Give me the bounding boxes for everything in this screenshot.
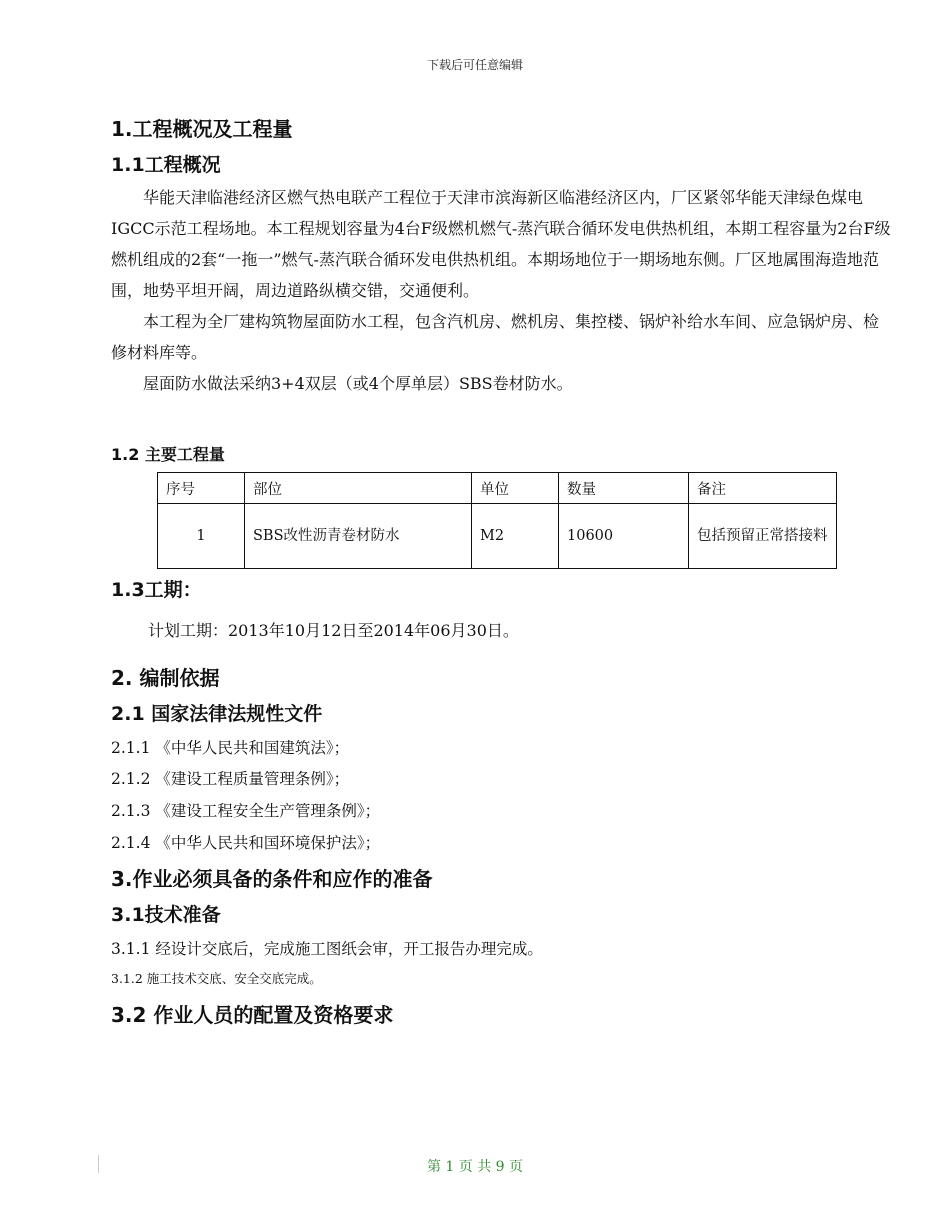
section-3-2-title: 3.2 作业人员的配置及资格要求	[111, 1003, 394, 1027]
section-1-1-title: 1.1工程概况	[111, 154, 221, 176]
page-header-note: 下载后可任意编辑	[426, 58, 523, 72]
section-3-1-title: 3.1技术准备	[111, 904, 221, 926]
quantity-table	[157, 472, 837, 569]
schedule-text: 计划工期：2013年10月12日至2014年06月30日。	[148, 621, 519, 640]
table-cell: 1	[158, 504, 245, 569]
section-1-title: 1.工程概况及工程量	[111, 117, 293, 141]
overview-paragraph: 华能天津临港经济区燃气热电联产工程位于天津市滨海新区临港经济区内，厂区紧邻华能天津绿色煤电IGCC示范工程场地。本工程规划容量为4台F级燃机燃气-蒸汽联合循环发电供热机组，本期工程容量为2台F级燃机组成的2套“一拖一”燃气-蒸汽联合循环发电供热机组。本期场地位于一期场地东侧。厂区地属围海造地范围，地势平坦开阔，周边道路纵横交错，交通便利。	[111, 188, 891, 300]
table-header-cell: 数量	[559, 473, 689, 504]
table-header-cell: 序号	[158, 473, 245, 504]
section-1-3-title: 1.3工期：	[111, 579, 202, 601]
prep-item: 3.1.1 经设计交底后，完成施工图纸会审，开工报告办理完成。	[111, 940, 543, 958]
table-cell: 10600	[559, 504, 689, 569]
table-row	[158, 504, 837, 569]
table-cell: SBS改性沥青卷材防水	[245, 504, 472, 569]
table-header-cell: 部位	[245, 473, 472, 504]
table-cell: 包括预留正常搭接料	[689, 504, 837, 569]
method-paragraph: 屋面防水做法采纳3+4双层（或4个厚单层）SBS卷材防水。	[143, 374, 573, 393]
section-2-1-title: 2.1 国家法律法规性文件	[111, 703, 323, 725]
law-item: 2.1.3 《建设工程安全生产管理条例》；	[111, 802, 381, 820]
page-number: 第 1 页 共 9 页	[426, 1159, 524, 1175]
section-1-2-title: 1.2 主要工程量	[111, 445, 225, 464]
table-header-row	[158, 473, 837, 504]
table-cell: M2	[472, 504, 559, 569]
scope-paragraph: 本工程为全厂建构筑物屋面防水工程，包含汽机房、燃机房、集控楼、锅炉补给水车间、应急锅炉房、检修材料库等。	[111, 312, 880, 362]
law-item: 2.1.2 《建设工程质量管理条例》；	[111, 770, 350, 788]
table-header-cell: 单位	[472, 473, 559, 504]
law-item: 2.1.4 《中华人民共和国环境保护法》；	[111, 834, 381, 852]
section-1-1-body	[111, 182, 891, 399]
table-header-cell: 备注	[689, 473, 837, 504]
section-3-title: 3.作业必须具备的条件和应作的准备	[111, 867, 433, 891]
prep-item: 3.1.2 施工技术交底、安全交底完成。	[111, 971, 322, 986]
section-2-title: 2. 编制依据	[111, 666, 220, 690]
law-item: 2.1.1 《中华人民共和国建筑法》；	[111, 739, 350, 757]
